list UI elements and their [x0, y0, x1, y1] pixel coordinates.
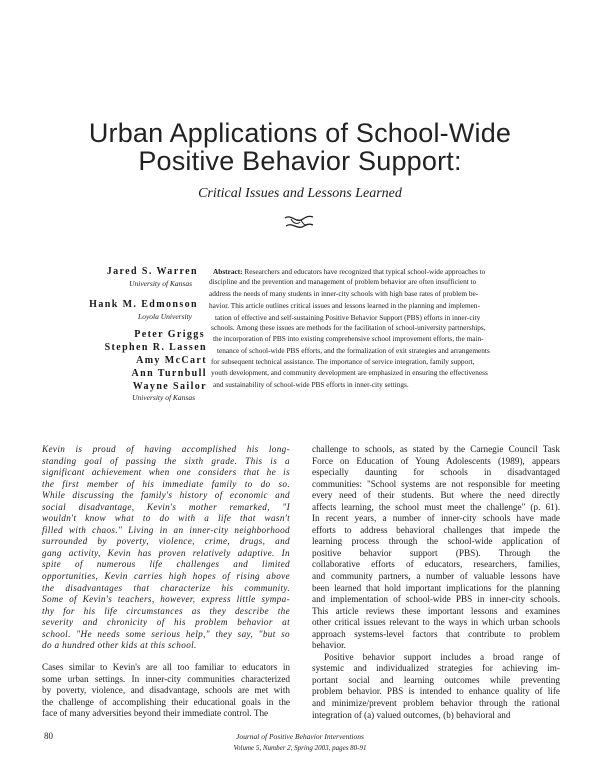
author-name: Wayne Sailor [132, 381, 207, 392]
author-name: Ann Turnbull [131, 368, 207, 379]
text-line: Force on Education of Young Adolescents (1989), appears [312, 455, 560, 466]
text-line: approach systems-level factors that contribute to problem [312, 628, 560, 639]
text-line: systemic and individualized strategies for achieving im- [312, 663, 560, 674]
text-line: Cases similar to Kevin's are all too familiar to educators in [42, 662, 290, 672]
abstract-line: and sustainability of school-wide PBS efforts in inner-city settings. [213, 380, 409, 389]
abstract-line: tation of effective and self-sustaining Positive Behavior Support (PBS) efforts in inner-city [215, 313, 481, 322]
left-body-paragraph [42, 662, 290, 720]
text-line: standing goal of passing the sixth grade. This is a [42, 455, 290, 466]
text-line: the disadvantages that characterize his community. [42, 582, 290, 593]
right-column [312, 444, 560, 721]
text-line: thy for his life circumstances as they describe the [42, 605, 290, 616]
text-line: other critical issues relevant to the ways in which urban schools [312, 617, 560, 628]
abstract-line: for subsequent technical assistance. The importance of service integration, family support, [211, 357, 475, 366]
text-line: Positive behavior support includes a broad range of [324, 651, 560, 662]
text-line: opportunities, Kevin carries high hopes of rising above [42, 571, 290, 582]
text-line: In recent years, a number of inner-city schools have made [312, 513, 560, 524]
text-line: positive behavior support (PBS). Through the [312, 547, 560, 558]
author-name: Stephen R. Lassen [104, 342, 207, 353]
abstract-line: address the needs of many students in inner-city schools with high base rates of problem be- [209, 289, 479, 298]
text-line: been learned that hold important implications for the planning [312, 582, 560, 593]
text-line: Kevin is proud of having accomplished his long- [42, 444, 290, 454]
text-line: wouldn't know what to do with a life that wasn't [42, 513, 290, 524]
text-line: do a hundred other kids at this school. [42, 640, 197, 651]
text-line: filled with chaos." Living in an inner-city neighborhood [42, 524, 290, 535]
text-line: face of many adversities beyond their immediate control. The [42, 708, 269, 719]
abstract-line: discipline and the prevention and management of problem behavior are often insufficient to [209, 277, 477, 286]
abstract-line: tenance of school-wide PBS efforts, and the formalization of exit strategies and arrangements [217, 346, 490, 355]
abstract-line: havior. This article outlines critical issues and lessons learned in the planning and implemen- [209, 301, 480, 310]
text-line: and community partners, a number of valuable lessons have [312, 571, 560, 582]
abstract-line: Abstract: Researchers and educators have recognized that typical school-wide approaches to [213, 267, 486, 276]
text-line: portant social and learning outcomes while preventing [312, 674, 560, 685]
page-number: 80 [44, 731, 53, 741]
text-line: challenge to schools, as stated by the Carnegie Council Task [312, 444, 560, 454]
author-name: Hank M. Edmonson [89, 299, 198, 310]
text-line: behavior. [312, 640, 346, 651]
journal-volume: Volume 5, Number 2, Spring 2003, pages 80-91 [233, 744, 367, 752]
text-line: integration of (a) valued outcomes, (b) behavioral and [312, 709, 511, 720]
text-line: spite of numerous life challenges and limited [42, 559, 290, 570]
text-line: the challenge of accomplishing their educational goals in the [42, 696, 290, 707]
text-line: This article reviews these important lessons and examines [312, 605, 560, 616]
text-line: communities: "School systems are not responsible for meeting [312, 478, 560, 489]
subtitle: Critical Issues and Lessons Learned [198, 186, 402, 201]
text-line: school. "He needs some serious help," they say, "but so [42, 628, 290, 639]
text-line: social disadvantage, Kevin's mother remarked, "I [42, 501, 290, 512]
abstract-line: youth development, and community development are emphasized in ensuring the effectiveness [211, 368, 488, 377]
author-name: Amy McCart [136, 355, 207, 366]
text-line: collaborative efforts of educators, researchers, families, [312, 559, 560, 570]
abstract-label: Abstract: [213, 267, 243, 276]
text-line: surrounded by poverty, violence, crime, drugs, and [42, 536, 290, 547]
journal-name: Journal of Positive Behavior Interventions [236, 732, 364, 741]
title-line-2: Positive Behavior Support: [138, 146, 462, 176]
text-line: by poverty, violence, and disadvantage, schools are met with [42, 685, 290, 696]
text-line: and implementation of school-wide PBS in inner-city schools. [312, 594, 560, 605]
abstract-line: schools. Among these issues are methods for the facilitation of school-university partnerships, [211, 323, 486, 332]
text-line: learning process through the school-wide application of [312, 536, 560, 547]
author-affiliation: University of Kansas [129, 279, 192, 288]
text-line: every need of their students. But where the need directly [312, 490, 560, 501]
text-line: especially daunting for schools in disadvantaged [312, 467, 560, 478]
text-line: efforts to address behavioral challenges that impede the [312, 524, 560, 535]
ornament-icon [283, 212, 315, 232]
author-name: Peter Griggs [134, 329, 205, 340]
author-name: Jared S. Warren [106, 266, 198, 277]
text-line: affects learning, the school must meet the challenge" (p. 61). [312, 501, 560, 512]
author-affiliation: University of Kansas [132, 393, 195, 402]
abstract-line: the incorporation of PBS into existing comprehensive school improvement efforts, the main- [213, 334, 484, 343]
text-line: some urban settings. In inner-city communities characterized [42, 673, 290, 684]
opening-vignette [42, 444, 290, 652]
text-line: significant achievement when one considers that he is [42, 467, 290, 478]
text-line: Some of Kevin's teachers, however, express little sympa- [42, 594, 290, 605]
text-line: problem behavior. PBS is intended to enhance quality of life [312, 686, 560, 697]
text-line: and minimize/prevent problem behavior through the rational [312, 698, 560, 709]
text-line: severity and chronicity of his problem behavior at [42, 617, 290, 628]
text-line: While discussing the family's history of economic and [42, 490, 290, 501]
title-line-1: Urban Applications of School-Wide [88, 118, 512, 148]
text-line: the first member of his immediate family to do so. [42, 478, 290, 489]
author-affiliation: Loyola University [138, 312, 192, 321]
text-line: gang activity, Kevin has proven relatively adaptive. In [42, 547, 290, 558]
